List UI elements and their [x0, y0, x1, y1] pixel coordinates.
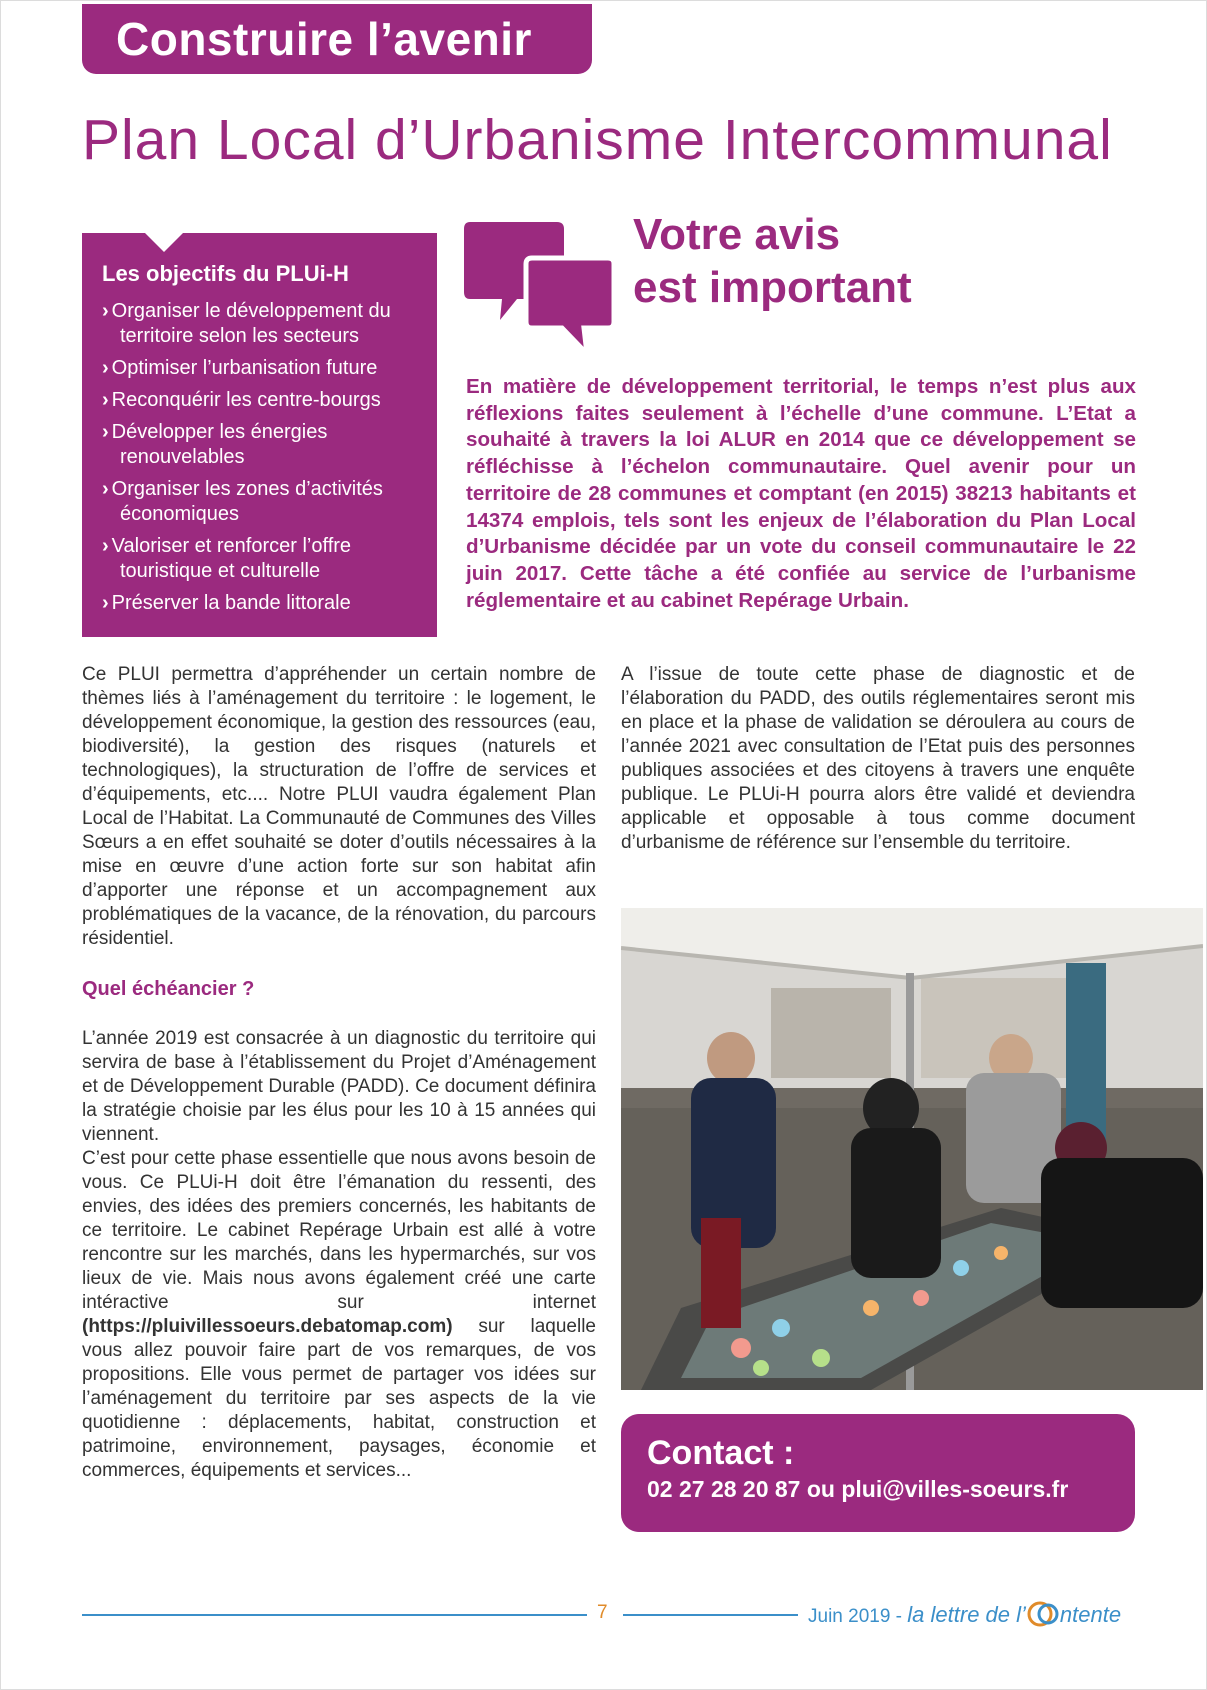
section-banner: Construire l’avenir — [82, 4, 592, 74]
footer-rule-right — [623, 1614, 798, 1616]
objectives-box — [82, 233, 437, 637]
intro-paragraph: En matière de développement territorial, le temps n’est plus aux réflexions faites seulement à l’échelle d’une commune. L’Etat a souhaité à travers la loi ALUR en 2014 que ce développement se réfléchisse à l’échelon communautaire. Quel avenir pour un territoire de 28 communes et comptant (en 2015) 38213 habitants et 14374 emplois, tels sont les enjeux de l’élaboration du Plan Local d’Urbanisme décidée par un vote du conseil communautaire le 22 juin 2017. Cette tâche a été confiée au service de l’urbanisme réglementaire et au cabinet Repérage Urbain. — [466, 375, 1136, 612]
chevron-right-icon: › — [102, 421, 109, 443]
footer-issue — [808, 1600, 1121, 1634]
issue-date: Juin 2019 - — [808, 1606, 908, 1627]
avis-title: Votre avis est important — [633, 210, 912, 312]
objective-item: › Optimiser l’urbanisation future — [102, 357, 378, 379]
chevron-right-icon: › — [102, 357, 109, 379]
body-paragraph: C’est pour cette phase essentielle que nous avons besoin de vous. Ce PLUi-H doit être l’émanation du ressenti, des envies, des idées des premiers concernés, les habitants de ce territoire. Le cabinet Repérage Urbain est allé à votre rencontre sur les marchés, dans les hypermarchés, sur vos lieux de vie. Mais nous avons également créé une carte intéractive sur internet (https://pluivillessoeurs.debatomap.com) sur laquelle vous allez pouvoir faire part de vos remarques, de vos propositions. Elle vous permet de partager vos idées sur l’aménagement du territoire par ses aspects de la vie quotidienne : déplacements, habitat, construction et patrimoine, environnement, paysages, économie et commerces, équipements et services... — [82, 1148, 596, 1481]
objective-item: › Développer les énergies renouvelables — [102, 421, 328, 468]
body-paragraph: Ce PLUI permettra d’appréhender un certain nombre de thèmes liés à l’aménagement du territoire : le logement, le développement économique, la gestion des ressources (eau, biodiversité), la gestion des risques (naturels et technologiques), la structuration de l’offre de services et d’équipements, etc.... Notre PLUI vaudra également Plan Local de l’Habitat. La Communauté de Communes des Villes Sœurs a en effet souhaité se doter d’outils nécessaires à la mise en œuvre d’une action forte sur son habitat afin d’apporter une réponse et un accompagnement aux problématiques de la vacance, de la rénovation, du parcours résidentiel. — [82, 664, 596, 949]
objective-item: › Organiser les zones d’activités économiques — [102, 478, 383, 525]
objective-item: › Valoriser et renforcer l’offre touristique et culturelle — [102, 535, 352, 582]
magazine-name: la lettre de l’ ntente — [907, 1602, 1121, 1627]
page-title: Plan Local d’Urbanisme Intercommunal — [82, 108, 1113, 172]
objectives-list — [102, 299, 423, 616]
speech-bubbles-icon — [462, 220, 617, 360]
objective-item: › Préserver la bande littorale — [102, 592, 351, 614]
body-column-right — [621, 663, 1135, 855]
contact-details: 02 27 28 20 87 ou plui@villes-soeurs.fr — [647, 1476, 1069, 1502]
objectives-title: Les objectifs du PLUi-H — [102, 261, 349, 286]
footer-rule-left — [82, 1614, 587, 1616]
chevron-right-icon: › — [102, 389, 109, 411]
entente-logo-icon — [1026, 1600, 1060, 1634]
market-consultation-photo — [621, 908, 1203, 1390]
body-column-left — [82, 663, 596, 1483]
objective-item: › Organiser le développement du territoire selon les secteurs — [102, 300, 391, 347]
chevron-right-icon: › — [102, 592, 109, 614]
contact-title: Contact : — [647, 1434, 795, 1472]
subheading: Quel échéancier ? — [82, 978, 255, 1000]
chevron-right-icon: › — [102, 300, 109, 322]
page-number: 7 — [597, 1602, 608, 1623]
chevron-right-icon: › — [102, 535, 109, 557]
website-link[interactable]: (https://pluivillessoeurs.debatomap.com) — [82, 1316, 453, 1337]
box-notch — [144, 232, 184, 252]
objective-item: › Reconquérir les centre-bourgs — [102, 389, 381, 411]
body-paragraph: L’année 2019 est consacrée à un diagnostic du territoire qui servira de base à l’établissement du Projet d’Aménagement et de Développement Durable (PADD). Ce document définira la stratégie choisie par les élus pour les 10 à 15 années qui viennent. — [82, 1028, 596, 1145]
body-paragraph: A l’issue de toute cette phase de diagnostic et de l’élaboration du PADD, des outils réglementaires seront mis en place et la phase de validation se déroulera au cours de l’année 2021 avec consultation de l’Etat puis des personnes publiques associées et des citoyens à travers une enquête publique. Le PLUi-H pourra alors être validé et deviendra applicable et opposable à tous comme document d’urbanisme de référence sur l’ensemble du territoire. — [621, 664, 1135, 853]
contact-box — [621, 1414, 1135, 1532]
chevron-right-icon: › — [102, 478, 109, 500]
